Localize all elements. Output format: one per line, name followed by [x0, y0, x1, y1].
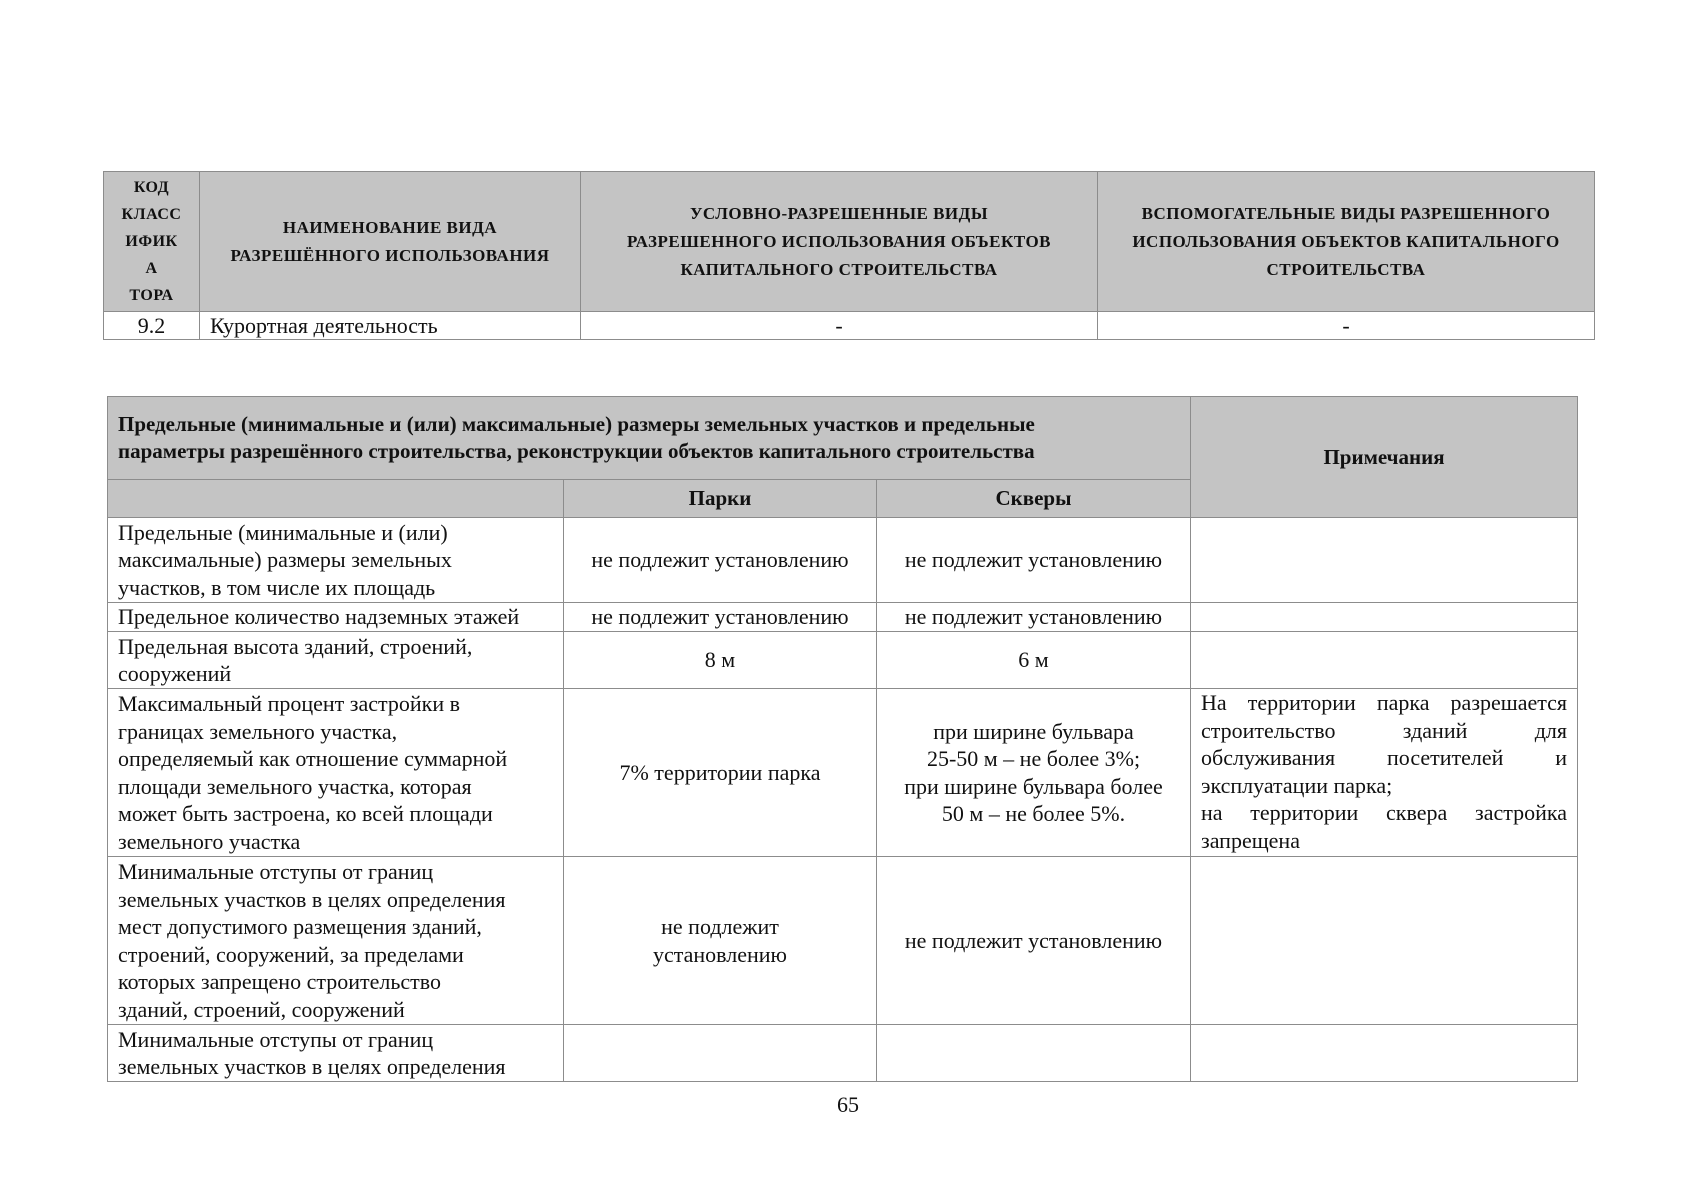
cell-line: не подлежит — [661, 914, 779, 939]
cell-line: которых запрещено строительство — [118, 969, 441, 994]
cell-line: площади земельного участка, которая — [118, 773, 472, 799]
table-row — [108, 689, 1578, 857]
cell-line: не подлежит установлению — [904, 547, 1163, 573]
header-squares: Скверы — [877, 480, 1191, 518]
header-name — [200, 172, 581, 312]
cell-line: сооружений — [118, 661, 232, 686]
page-number: 65 — [837, 1092, 859, 1117]
cell-line: 6 м — [1018, 647, 1049, 673]
cell-notes — [1191, 689, 1578, 857]
header-parameters — [108, 397, 1191, 480]
header-parameters-line: Предельные (минимальные и (или) максимальные) размеры земельных участков и предельные — [118, 412, 1035, 436]
header-empty — [108, 480, 564, 518]
parameters-table — [107, 396, 1578, 1082]
cell-line: 25-50 м – не более 3%; — [926, 746, 1141, 771]
header-notes: Примечания — [1191, 397, 1578, 518]
cell-line: не подлежит установлению — [904, 927, 1163, 953]
header-code-line: ИФИК — [125, 233, 178, 250]
table-row — [108, 603, 1578, 632]
cell-line: земельного участка — [118, 828, 301, 854]
header-parameters-line: параметры разрешённого строительства, реконструкции объектов капитального строительства — [118, 439, 1035, 463]
cell-line: 8 м — [704, 647, 736, 673]
header-auxiliary-line: ВСПОМОГАТЕЛЬНЫЕ ВИДЫ РАЗРЕШЕННОГО — [1141, 203, 1551, 223]
table-row — [108, 518, 1578, 603]
cell-parks — [564, 518, 877, 603]
cell-line: границах земельного участка, — [118, 718, 398, 744]
cell-label — [108, 518, 564, 603]
cell-line: земельных участков в целях определения — [118, 886, 506, 912]
cell-line: 50 м – не более 5%. — [941, 801, 1126, 826]
cell-line: строительство зданий для — [1201, 717, 1568, 743]
cell-line: Минимальные отступы от границ — [118, 1026, 434, 1052]
cell-parks — [564, 857, 877, 1025]
parameters-header-row — [108, 397, 1578, 480]
cell-line: запрещена — [1201, 827, 1300, 853]
header-conditional — [581, 172, 1098, 312]
cell-squares — [877, 632, 1191, 689]
header-code-line: ТОРА — [129, 287, 174, 304]
cell-label — [108, 1025, 564, 1082]
cell-label — [108, 857, 564, 1025]
cell-squares — [877, 518, 1191, 603]
cell-parks — [564, 689, 877, 857]
cell-line: при ширине бульвара — [933, 718, 1134, 744]
cell-line: Максимальный процент застройки в — [118, 691, 460, 716]
cell-line: не подлежит установлению — [904, 604, 1163, 630]
header-name-line: НАИМЕНОВАНИЕ ВИДА — [282, 217, 498, 237]
header-auxiliary-line: СТРОИТЕЛЬСТВА — [1266, 259, 1426, 279]
cell-line: эксплуатации парка; — [1201, 772, 1393, 798]
cell-conditional: - — [581, 312, 1098, 340]
header-conditional-line: РАЗРЕШЕННОГО ИСПОЛЬЗОВАНИЯ ОБЪЕКТОВ — [626, 231, 1052, 251]
cell-line: максимальные) размеры земельных — [118, 547, 452, 573]
cell-auxiliary: - — [1098, 312, 1595, 340]
header-code-line: А — [145, 260, 158, 277]
cell-line: На территории парка разрешается — [1201, 690, 1568, 715]
header-code — [104, 172, 200, 312]
cell-line: земельных участков в целях определения — [118, 1054, 506, 1079]
cell-line: на территории сквера застройка — [1201, 800, 1568, 825]
cell-line: может быть застроена, ко всей площади — [118, 801, 493, 826]
header-conditional-line: КАПИТАЛЬНОГО СТРОИТЕЛЬСТВА — [680, 259, 998, 279]
header-auxiliary-line: ИСПОЛЬЗОВАНИЯ ОБЪЕКТОВ КАПИТАЛЬНОГО — [1132, 231, 1560, 251]
table-row — [104, 312, 1595, 340]
table-row — [108, 1025, 1578, 1082]
table-row — [108, 632, 1578, 689]
header-conditional-line: УСЛОВНО-РАЗРЕШЕННЫЕ ВИДЫ — [689, 203, 989, 223]
cell-squares — [877, 857, 1191, 1025]
cell-line: Предельная высота зданий, строений, — [118, 633, 473, 659]
cell-label — [108, 603, 564, 632]
cell-notes — [1191, 603, 1578, 632]
cell-squares — [877, 689, 1191, 857]
cell-line: Предельное количество надземных этажей — [118, 604, 520, 630]
cell-squares — [877, 603, 1191, 632]
cell-name: Курортная деятельность — [200, 312, 581, 340]
cell-line: не подлежит установлению — [591, 547, 849, 573]
cell-line: участков, в том числе их площадь — [118, 574, 436, 600]
cell-notes — [1191, 857, 1578, 1025]
header-parks: Парки — [564, 480, 877, 518]
cell-line: 7% территории парка — [619, 759, 821, 785]
cell-line: установлению — [652, 941, 787, 967]
table-row — [108, 857, 1578, 1025]
cell-line: обслуживания посетителей и — [1201, 745, 1568, 770]
cell-line: зданий, строений, сооружений — [118, 996, 405, 1022]
permitted-use-header-row — [104, 172, 1595, 312]
cell-parks — [564, 1025, 877, 1082]
cell-notes — [1191, 1025, 1578, 1082]
header-code-line: КЛАСС — [121, 206, 182, 223]
cell-line: Минимальные отступы от границ — [118, 859, 434, 884]
cell-code: 9.2 — [104, 312, 200, 340]
cell-label — [108, 632, 564, 689]
header-code-line: КОД — [133, 179, 170, 196]
header-name-line: РАЗРЕШЁННОГО ИСПОЛЬЗОВАНИЯ — [230, 245, 550, 265]
cell-line: при ширине бульвара более — [904, 773, 1163, 799]
permitted-use-table — [103, 171, 1595, 340]
cell-line: строений, сооружений, за пределами — [118, 941, 464, 967]
cell-line: Предельные (минимальные и (или) — [118, 519, 448, 545]
cell-notes — [1191, 632, 1578, 689]
cell-line: определяемый как отношение суммарной — [118, 746, 508, 771]
header-auxiliary — [1098, 172, 1595, 312]
cell-line: мест допустимого размещения зданий, — [118, 914, 482, 939]
cell-label — [108, 689, 564, 857]
cell-parks — [564, 632, 877, 689]
cell-parks — [564, 603, 877, 632]
cell-line: не подлежит установлению — [591, 604, 849, 630]
cell-squares — [877, 1025, 1191, 1082]
cell-notes — [1191, 518, 1578, 603]
